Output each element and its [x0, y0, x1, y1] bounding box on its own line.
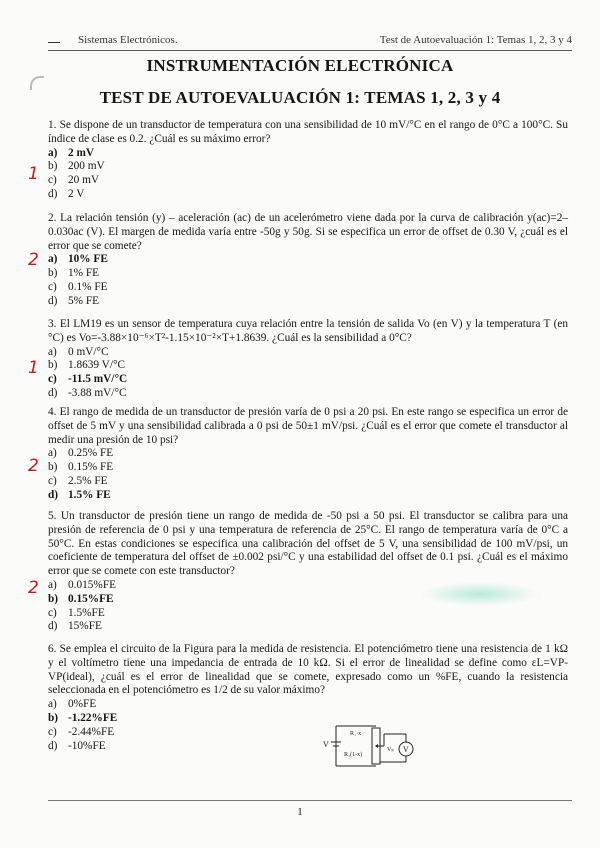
question-2-option-a: a) 10% FE	[48, 253, 108, 266]
question-2-option-b: b) 1% FE	[48, 267, 100, 280]
question-5-option-d: d) 15%FE	[48, 620, 102, 633]
question-1-option-d: d) 2 V	[48, 187, 85, 200]
lower-resistance-label: R₁(1-x)	[344, 752, 363, 758]
question-2-score-mark: 2	[28, 250, 39, 270]
highlighter-smudge	[420, 582, 540, 606]
question-3-stem: 3. El LM19 es un sensor de temperatura cuya relación entre la tensión de salida Vo (en V) y la temperatura T (en °C) es Vo=-3.88×10⁻⁶×T²-1.15×10⁻²×T+1.8639. ¿Cuál es la sensibilidad a 0°C?	[48, 318, 568, 344]
question-6-option-b: b) -1.22%FE	[48, 711, 118, 724]
output-voltage-label: Vₚ	[387, 747, 394, 753]
question-4-option-a: a) 0.25% FE	[48, 447, 114, 460]
source-label: V	[323, 740, 329, 749]
document-subtitle: TEST DE AUTOEVALUACIÓN 1: TEMAS 1, 2, 3 y 4	[99, 88, 501, 107]
question-4	[48, 406, 568, 503]
question-5	[48, 510, 568, 634]
document-title: INSTRUMENTACIÓN ELECTRÓNICA	[146, 56, 454, 75]
footer-divider	[48, 800, 572, 801]
question-3-option-d: d) -3.88 mV/°C	[48, 386, 127, 399]
page-number: 1	[297, 806, 303, 818]
question-5-stem: 5. Un transductor de presión tiene un rango de medida de -50 psi a 50 psi. El transductor se calibra para una presión de referencia de 0 psi y una temperatura de referencia de 25°C. El rango de temperatura varía de 0°C a 50°C. En estas condiciones se especifica una calibración del offset de 5 V, una sensibilidad de 100 mV/psi, un coeficiente de temperatura del offset de ±0.002 psi/°C y una estabilidad del offset de 0.1 psi. ¿Cuál es el máximo error que se comete con este transductor?	[48, 510, 568, 578]
question-4-option-d: d) 1.5% FE	[48, 488, 111, 501]
question-6-option-a: a) 0%FE	[48, 698, 97, 711]
question-5-option-c: c) 1.5%FE	[48, 606, 105, 619]
header-divider	[48, 50, 572, 51]
question-5-score-mark: 2	[28, 578, 39, 598]
question-1-option-b: b) 200 mV	[48, 160, 105, 173]
question-6-option-c: c) -2.44%FE	[48, 725, 115, 738]
question-1-option-a: a) 2 mV	[48, 146, 95, 159]
header-test-title: Test de Autoevaluación 1: Temas 1, 2, 3 y 4	[379, 34, 572, 46]
question-3-score-mark: 1	[28, 358, 39, 378]
question-3	[48, 318, 568, 401]
question-2-stem: 2. La relación tensión (y) – aceleración (ac) de un acelerómetro viene dada por la curva de calibración y(ac)=2–0.030ac (V). El margen de medida varía entre -50g y 50g. Si se especifica un error de offset de 0.30 V, ¿cuál es el error que se comete?	[48, 212, 568, 252]
question-6-stem: 6. Se emplea el circuito de la Figura para la medida de resistencia. El potenciómetro tiene una resistencia de 1 kΩ y el voltímetro tiene una impedancia de entrada de 10 kΩ. Si el error de linealidad se define como εL=VP-VP(ideal), ¿cuál es el error de linealidad que se comete, expresado como un %FE, cuando la resistencia seleccionada en el potenciómetro es 1/2 de su valor máximo?	[48, 643, 568, 697]
wiper-arrow	[375, 744, 378, 748]
question-2-option-c: c) 0.1% FE	[48, 280, 108, 293]
question-1-option-c: c) 20 mV	[48, 174, 100, 187]
upper-resistance-label: R₁·x	[350, 731, 362, 737]
question-4-stem: 4. El rango de medida de un transductor de presión varía de 0 psi a 20 psi. En este rango se especifica un error de offset de 5 mV y una sensibilidad calibrada a 0 psi de 50±1 mV/psi. ¿Cuál es el error que comete el transductor al medir una presión de 10 psi?	[48, 406, 568, 446]
question-1-score-mark: 1	[28, 164, 39, 184]
page-header	[48, 34, 572, 50]
header-dash	[48, 42, 60, 43]
question-1	[48, 119, 568, 202]
question-4-option-b: b) 0.15% FE	[48, 461, 114, 474]
question-3-option-b: b) 1.8639 V/°C	[48, 359, 126, 372]
question-6-option-d: d) -10%FE	[48, 739, 106, 752]
question-6	[48, 643, 568, 753]
question-3-option-a: a) 0 mV/°C	[48, 345, 109, 358]
question-2	[48, 212, 568, 309]
question-5-option-b: b) 0.15%FE	[48, 592, 114, 605]
question-3-option-c: c) -11.5 mV/°C	[48, 373, 128, 386]
question-4-option-c: c) 2.5% FE	[48, 474, 108, 487]
question-2-option-d: d) 5% FE	[48, 294, 100, 307]
question-5-option-a: a) 0.015%FE	[48, 578, 117, 591]
question-1-stem: 1. Se dispone de un transductor de temperatura con una sensibilidad de 10 mV/°C en el rango de 0°C a 100°C. Su índice de clase es 0.2. ¿Cuál es su máximo error?	[48, 119, 568, 145]
voltmeter-label: V	[403, 745, 409, 754]
potentiometer-circuit-figure	[322, 720, 418, 770]
question-4-score-mark: 2	[28, 456, 39, 476]
header-course: Sistemas Electrónicos.	[78, 34, 178, 46]
